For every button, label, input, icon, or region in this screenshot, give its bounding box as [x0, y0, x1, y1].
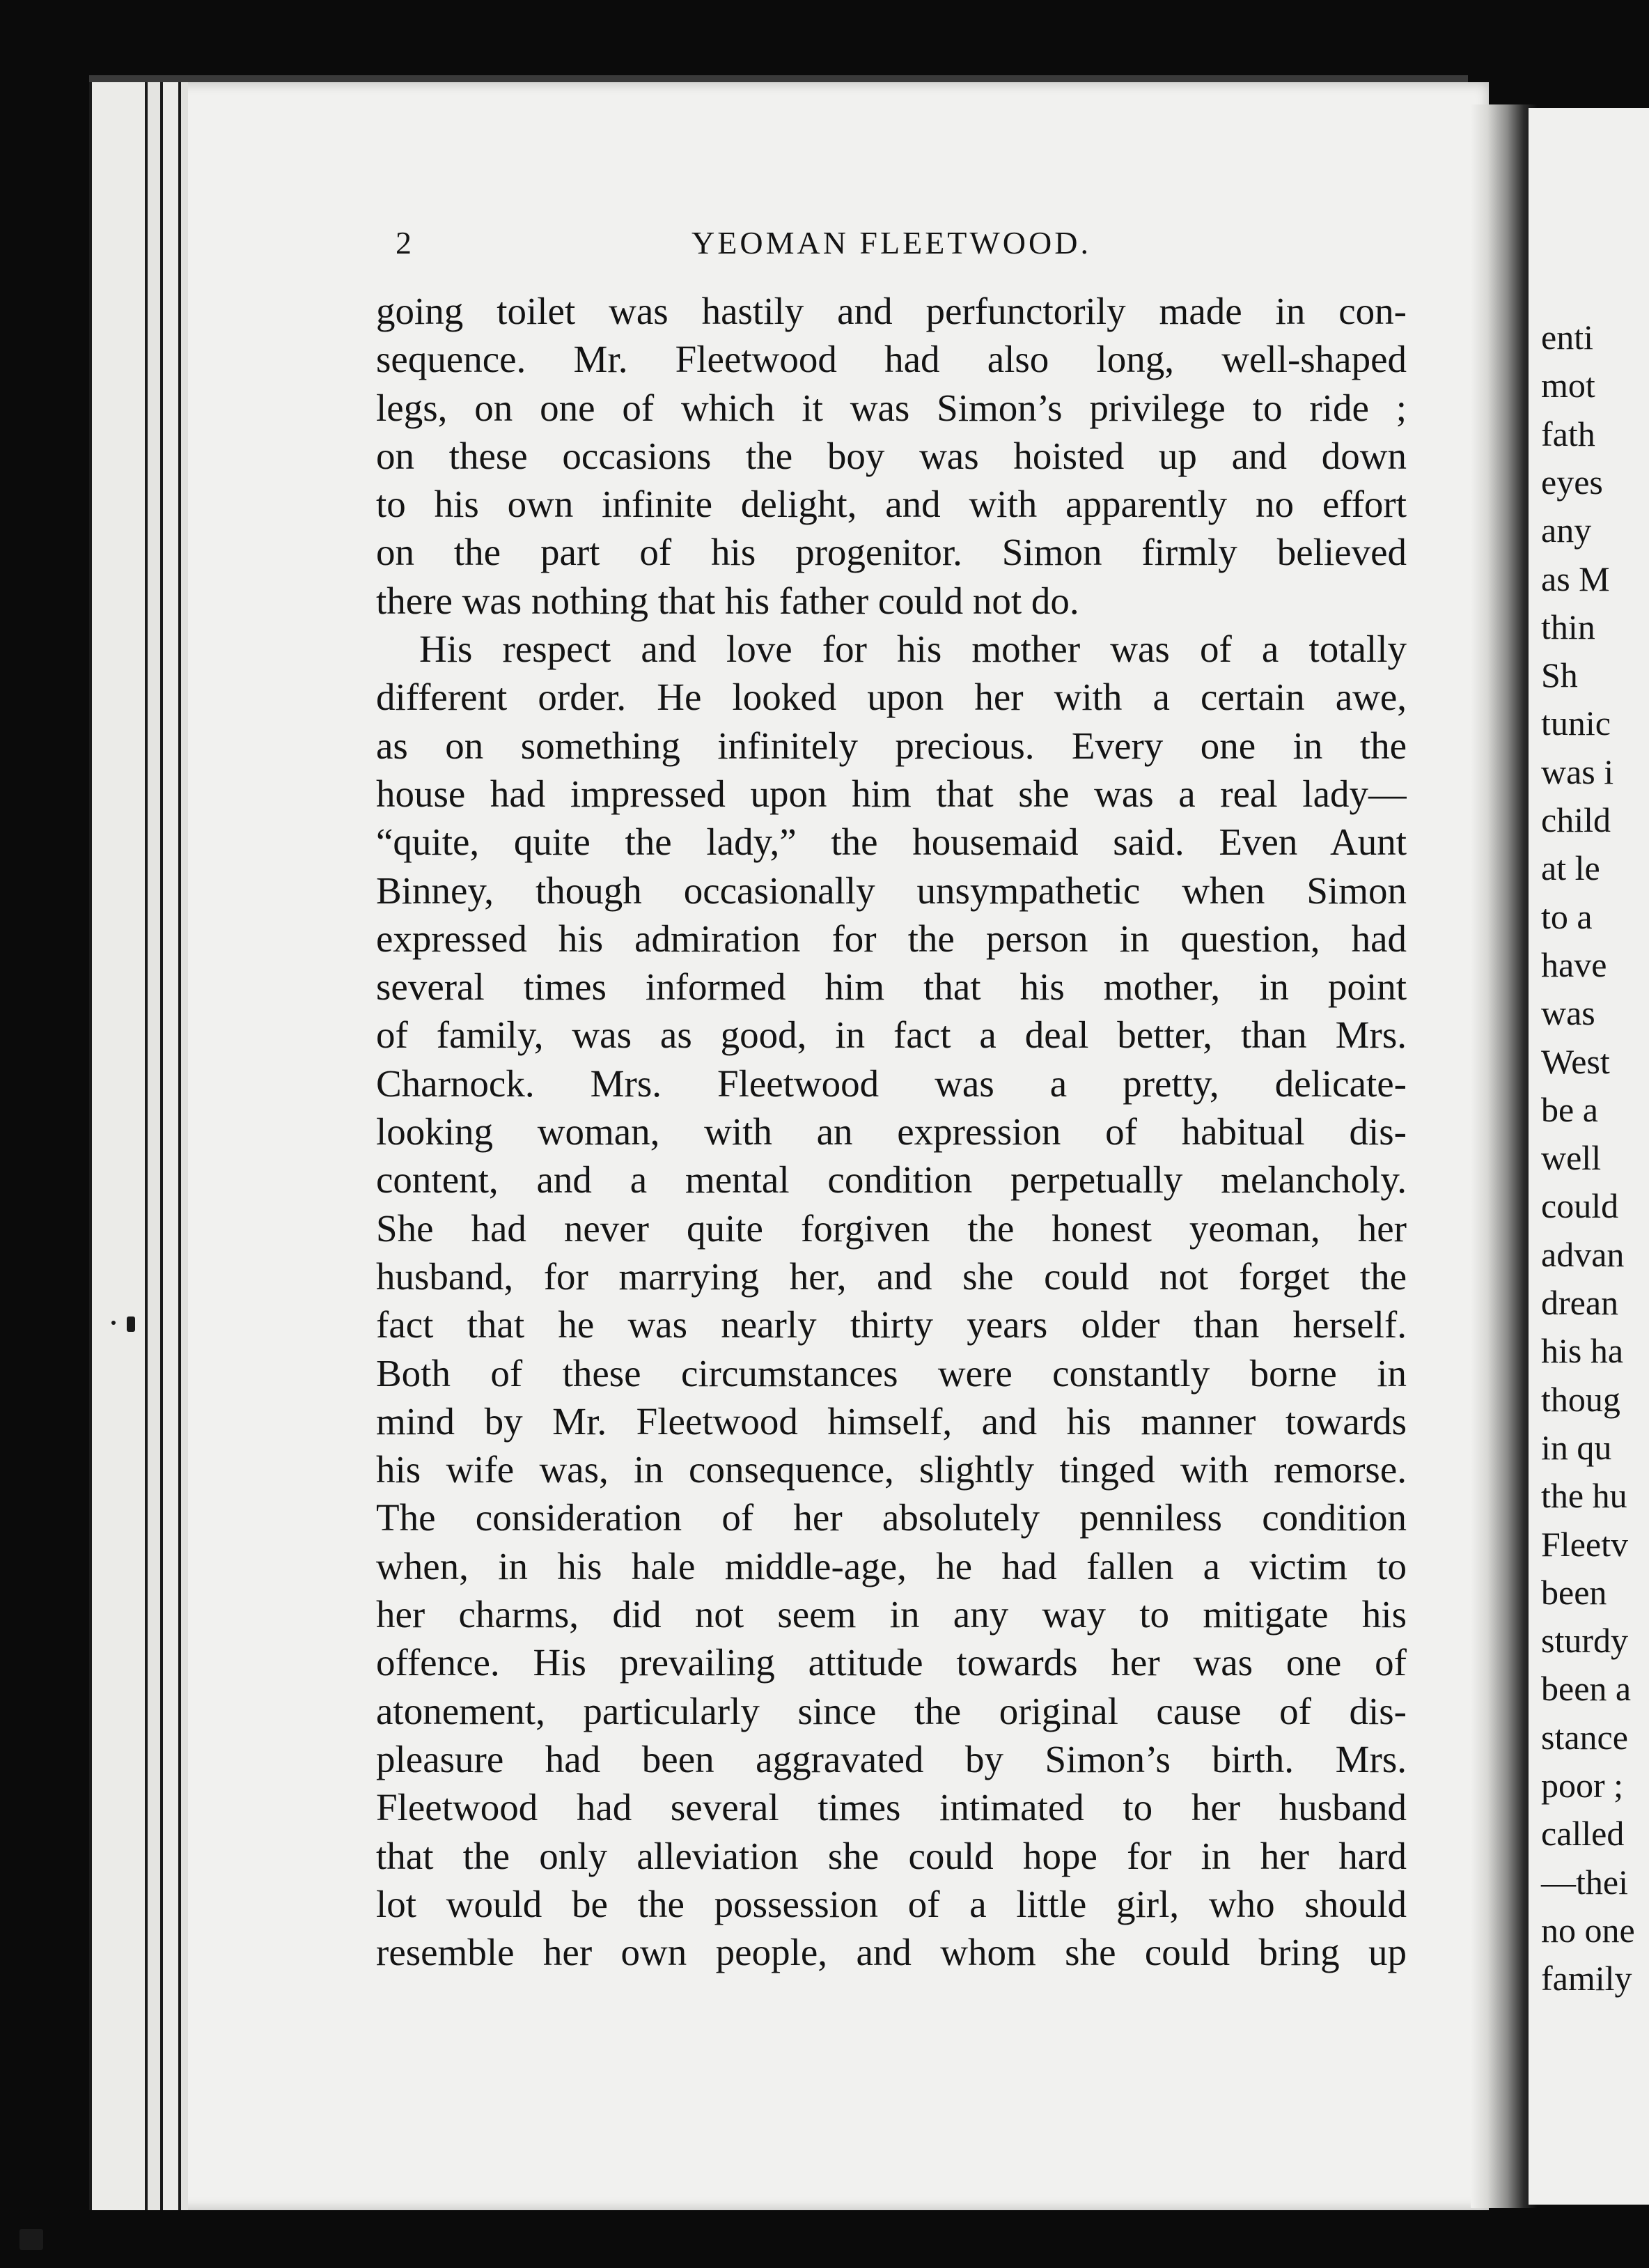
- text-line: Charnock. Mrs. Fleetwood was a pretty, delicate-: [376, 1062, 1407, 1105]
- facing-page-line: thin: [1541, 607, 1595, 646]
- text-line: of family, was as good, in fact a deal better, than Mrs.: [376, 1013, 1407, 1057]
- facing-page-line: child: [1541, 800, 1611, 839]
- running-head: YEOMAN FLEETWOOD.: [691, 225, 1091, 261]
- facing-page-line: the hu: [1541, 1476, 1627, 1516]
- facing-page-line: be a: [1541, 1089, 1598, 1129]
- facing-page-line: his ha: [1541, 1331, 1624, 1371]
- facing-page-line: West: [1541, 1041, 1610, 1081]
- text-line: Binney, though occasionally unsympathetic when Simon: [376, 869, 1407, 912]
- facing-page-line: Fleetv: [1541, 1524, 1628, 1564]
- facing-page-line: family: [1541, 1959, 1632, 1998]
- text-line: husband, for marrying her, and she could not forget the: [376, 1255, 1407, 1298]
- text-line: different order. He looked upon her with a certain awe,: [376, 676, 1407, 719]
- facing-page-line: poor ;: [1541, 1766, 1624, 1805]
- binding-gutter: [1471, 104, 1537, 2208]
- scan-speck: [127, 1316, 135, 1332]
- text-line: his wife was, in consequence, slightly tinged with remorse.: [376, 1448, 1407, 1491]
- facing-page-line: was: [1541, 993, 1595, 1033]
- text-line: as on something infinitely precious. Every one in the: [376, 724, 1407, 767]
- text-line: atonement, particularly since the original cause of dis-: [376, 1689, 1407, 1732]
- facing-page-line: advan: [1541, 1234, 1625, 1274]
- facing-page-line: drean: [1541, 1283, 1619, 1322]
- text-line: Both of these circumstances were constantly borne in: [376, 1351, 1407, 1395]
- text-line: looking woman, with an expression of habitual dis-: [376, 1110, 1407, 1154]
- facing-page-line: been: [1541, 1572, 1607, 1612]
- page-header: [376, 224, 1407, 266]
- facing-page-line: well: [1541, 1138, 1602, 1178]
- facing-page-line: fath: [1541, 414, 1595, 453]
- text-line: fact that he was nearly thirty years older than herself.: [376, 1303, 1407, 1346]
- facing-page-line: was i: [1541, 752, 1614, 791]
- text-line: legs, on one of which it was Simon’s privilege to ride ;: [376, 386, 1407, 429]
- text-line: expressed his admiration for the person in question, had: [376, 917, 1407, 960]
- facing-page-line: called: [1541, 1814, 1625, 1854]
- text-line: lot would be the possession of a little girl, who should: [376, 1882, 1407, 1925]
- text-line: The consideration of her absolutely penniless condition: [376, 1496, 1407, 1539]
- text-line: content, and a mental condition perpetually melancholy.: [376, 1158, 1407, 1202]
- scan-speck: [111, 1321, 116, 1325]
- text-line: on these occasions the boy was hoisted up and down: [376, 434, 1407, 477]
- facing-page-line: tunic: [1541, 704, 1611, 743]
- facing-page-line: eyes: [1541, 462, 1603, 502]
- text-line: Fleetwood had several times intimated to her husband: [376, 1786, 1407, 1829]
- facing-page: [1529, 108, 1649, 2205]
- text-line: her charms, did not seem in any way to mitigate his: [376, 1593, 1407, 1636]
- facing-page-line: any: [1541, 511, 1592, 550]
- scan-speck: [19, 2229, 43, 2250]
- page-edge: [178, 82, 188, 2210]
- facing-page-line: stance: [1541, 1717, 1628, 1757]
- facing-page-line: as M: [1541, 559, 1610, 598]
- facing-page-line: no one: [1541, 1910, 1635, 1950]
- page-number: 2: [396, 225, 414, 261]
- facing-page-line: been a: [1541, 1669, 1632, 1709]
- text-line: offence. His prevailing attitude towards her was one of: [376, 1641, 1407, 1684]
- facing-page-line: enti: [1541, 318, 1593, 357]
- text-line: “quite, quite the lady,” the housemaid said. Even Aunt: [376, 821, 1407, 864]
- facing-page-line: mot: [1541, 366, 1595, 405]
- facing-page-line: thoug: [1541, 1379, 1620, 1419]
- facing-page-line: sturdy: [1541, 1621, 1628, 1661]
- text-line: on the part of his progenitor. Simon firmly believed: [376, 531, 1407, 574]
- facing-page-line: could: [1541, 1186, 1619, 1226]
- page-edge: [89, 82, 148, 2210]
- facing-page-line: in qu: [1541, 1427, 1612, 1467]
- text-line: mind by Mr. Fleetwood himself, and his manner towards: [376, 1399, 1407, 1443]
- facing-page-line: Sh: [1541, 655, 1578, 695]
- text-line: going toilet was hastily and perfunctorily made in con-: [376, 290, 1407, 332]
- facing-page-line: at le: [1541, 848, 1600, 888]
- text-line: that the only alleviation she could hope for in her hard: [376, 1834, 1407, 1877]
- text-line: She had never quite forgiven the honest yeoman, her: [376, 1206, 1407, 1250]
- text-line: His respect and love for his mother was of a totally: [419, 628, 1407, 671]
- text-line: to his own infinite delight, and with apparently no effort: [376, 483, 1407, 526]
- facing-page-line: have: [1541, 945, 1607, 984]
- text-line: house had impressed upon him that she was a real lady—: [376, 772, 1407, 815]
- text-line: resemble her own people, and whom she could bring up: [376, 1931, 1407, 1974]
- facing-page-line: to a: [1541, 896, 1593, 936]
- text-line: sequence. Mr. Fleetwood had also long, well-shaped: [376, 338, 1407, 381]
- text-lines: [376, 287, 1407, 1976]
- text-line: pleasure had been aggravated by Simon’s birth. Mrs.: [376, 1737, 1407, 1780]
- facing-page-line: —thei: [1541, 1862, 1628, 1902]
- text-line: when, in his hale middle-age, he had fallen a victim to: [376, 1544, 1407, 1587]
- text-line: several times informed him that his mother, in point: [376, 965, 1407, 1009]
- text-line: there was nothing that his father could not do.: [376, 579, 1079, 622]
